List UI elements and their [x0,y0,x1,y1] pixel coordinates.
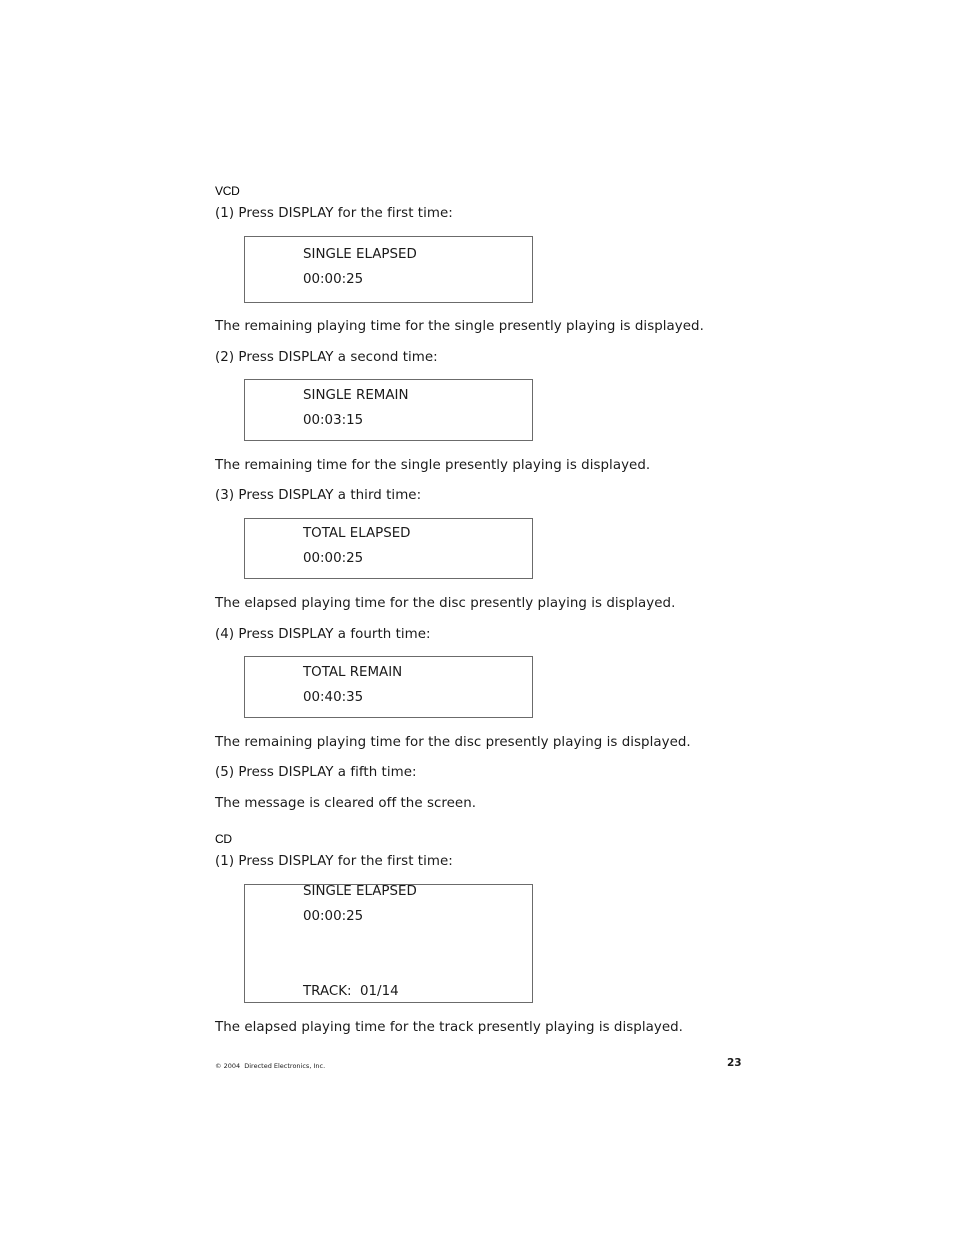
display-line-mode: SINGLE ELAPSED [303,247,417,262]
display-line-time: 00:00:25 [303,551,364,566]
vcd-step-3: (3) Press DISPLAY a third time: [215,488,422,503]
page-number: 23 [727,1057,742,1069]
cd-description-1: The elapsed playing time for the track presently playing is displayed. [215,1020,683,1035]
vcd-step-5: (5) Press DISPLAY a fifth time: [215,765,417,780]
display-line-mode: TOTAL ELAPSED [303,526,411,541]
display-line-time: 00:00:25 [303,272,364,287]
copyright-notice: © 2004 Directed Electronics, Inc. [215,1062,326,1070]
display-line-mode: TOTAL REMAIN [303,665,403,680]
vcd-description-1: The remaining playing time for the single presently playing is displayed. [215,319,704,334]
vcd-description-5: The message is cleared off the screen. [215,796,477,811]
cd-step-1: (1) Press DISPLAY for the first time: [215,854,453,869]
vcd-step-2: (2) Press DISPLAY a second time: [215,350,438,365]
vcd-description-4: The remaining playing time for the disc presently playing is displayed. [215,735,691,750]
display-line-time: 00:03:15 [303,413,364,428]
vcd-heading: VCD [215,184,240,198]
display-line-time: 00:40:35 [303,690,364,705]
vcd-display-box-4 [244,656,533,718]
vcd-display-box-1 [244,236,533,303]
display-line-mode: SINGLE ELAPSED [303,884,417,899]
vcd-display-box-3 [244,518,533,579]
display-line-time: 00:00:25 [303,909,364,924]
cd-display-box-1 [244,884,533,1003]
display-line-mode: SINGLE REMAIN [303,388,409,403]
vcd-display-box-2 [244,379,533,441]
vcd-description-3: The elapsed playing time for the disc presently playing is displayed. [215,596,676,611]
vcd-step-1: (1) Press DISPLAY for the first time: [215,206,453,221]
display-line-track: TRACK: 01/14 [303,984,399,999]
vcd-step-4: (4) Press DISPLAY a fourth time: [215,627,431,642]
cd-heading: CD [215,832,232,846]
vcd-description-2: The remaining time for the single presently playing is displayed. [215,458,651,473]
